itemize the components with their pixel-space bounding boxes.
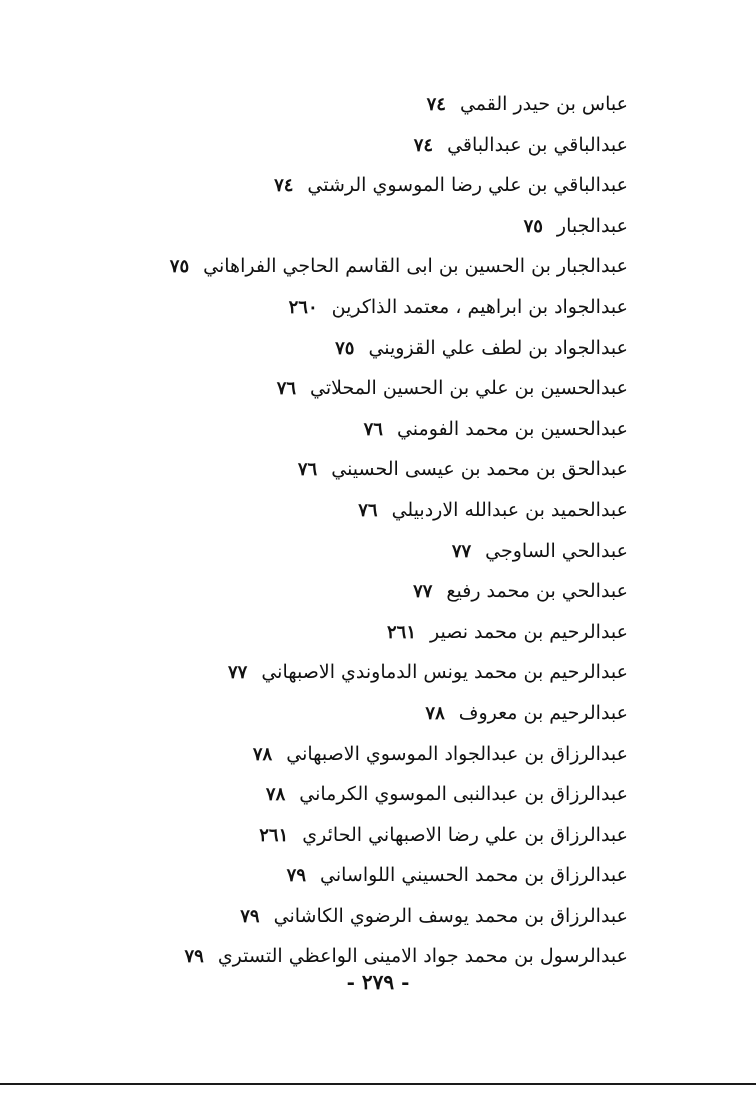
index-entry [128,531,628,572]
entry-page-number: ٧٧ [451,540,472,562]
entry-page-number: ٧٤ [413,134,434,156]
index-entry [128,774,628,815]
index-entry [128,652,628,693]
index-entry [128,246,628,287]
entry-name: عبدالحي بن محمد رفيع [446,580,628,603]
index-entry [128,125,628,166]
page-number: - ٢٧٩ - [346,970,410,994]
entry-name: عبدالرحيم بن محمد نصير [430,620,628,643]
index-entry [128,693,628,734]
entry-name: عبدالرحيم بن معروف [458,701,628,724]
entry-page-number: ٧٦ [363,418,383,440]
index-entry [128,855,628,896]
entry-name: عبدالرزاق بن عبدالنبى الموسوي الكرماني [299,783,628,806]
index-entry [128,206,628,247]
entry-page-number: ٧٩ [286,865,307,887]
index-entry [128,409,628,450]
index-entry [128,84,628,125]
index-entry [128,287,628,328]
entry-page-number: ٧٩ [184,946,204,968]
entry-page-number: ٧٨ [425,702,445,724]
entry-page-number: ٢٦٠ [288,296,318,318]
index-entry [128,815,628,856]
index-entry [128,368,628,409]
entry-page-number: ٧٥ [335,337,355,359]
entry-name: عبدالجبار [556,214,628,237]
entry-name: عبدالرحيم بن محمد يونس الدماوندي الاصبهاني [261,661,628,684]
entry-page-number: ٧٩ [240,905,260,927]
entry-name: عبدالرزاق بن عبدالجواد الموسوي الاصبهاني [286,742,628,765]
entry-page-number: ٧٧ [413,581,433,603]
entry-page-number: ٧٤ [274,175,294,197]
entry-name: عبدالحسين بن علي بن الحسين المحلاتي [310,377,628,400]
entry-name: عبدالجبار بن الحسين بن ابى القاسم الحاجي الفراهاني [203,255,628,278]
entry-name: عبدالجواد بن لطف علي القزويني [368,336,628,359]
index-list [128,84,628,977]
entry-page-number: ٧٨ [252,743,273,765]
entry-page-number: ٧٥ [523,215,543,237]
index-entry [128,449,628,490]
bottom-rule [0,1083,756,1085]
index-entry [128,490,628,531]
entry-page-number: ٧٤ [426,94,446,115]
index-entry [128,571,628,612]
entry-name: عبدالحي الساوجي [485,539,628,562]
entry-page-number: ٧٥ [169,256,190,278]
entry-name: عبدالجواد بن ابراهيم ، معتمد الذاكرين [331,295,628,318]
entry-name: عبدالحق بن محمد بن عيسى الحسيني [331,458,628,481]
entry-name: عبدالحميد بن عبدالله الاردبيلي [391,498,628,521]
entry-page-number: ٧٦ [358,499,378,521]
entry-page-number: ٧٨ [265,784,286,806]
index-entry [128,896,628,937]
entry-name: عبدالباقي بن عبدالباقي [447,133,628,156]
entry-name: عبدالرزاق بن محمد يوسف الرضوي الكاشاني [273,904,628,927]
index-entry [128,165,628,206]
entry-name: عبدالرزاق بن علي رضا الاصبهاني الحائري [302,823,628,846]
entry-name: عباس بن حيدر القمي [459,93,628,115]
entry-name: عبدالرسول بن محمد جواد الامينى الواعظي التستري [217,945,628,968]
entry-name: عبدالرزاق بن محمد الحسيني اللواساني [320,864,628,887]
entry-name: عبدالحسين بن محمد الفومني [396,417,628,440]
index-entry [128,734,628,775]
entry-page-number: ٢٦١ [259,824,289,846]
entry-page-number: ٧٦ [297,459,318,481]
index-entry [128,612,628,653]
entry-page-number: ٢٦١ [387,621,417,643]
index-entry [128,328,628,369]
entry-page-number: ٧٧ [228,662,248,684]
entry-page-number: ٧٦ [276,378,297,400]
entry-name: عبدالباقي بن علي رضا الموسوي الرشتي [307,174,628,197]
